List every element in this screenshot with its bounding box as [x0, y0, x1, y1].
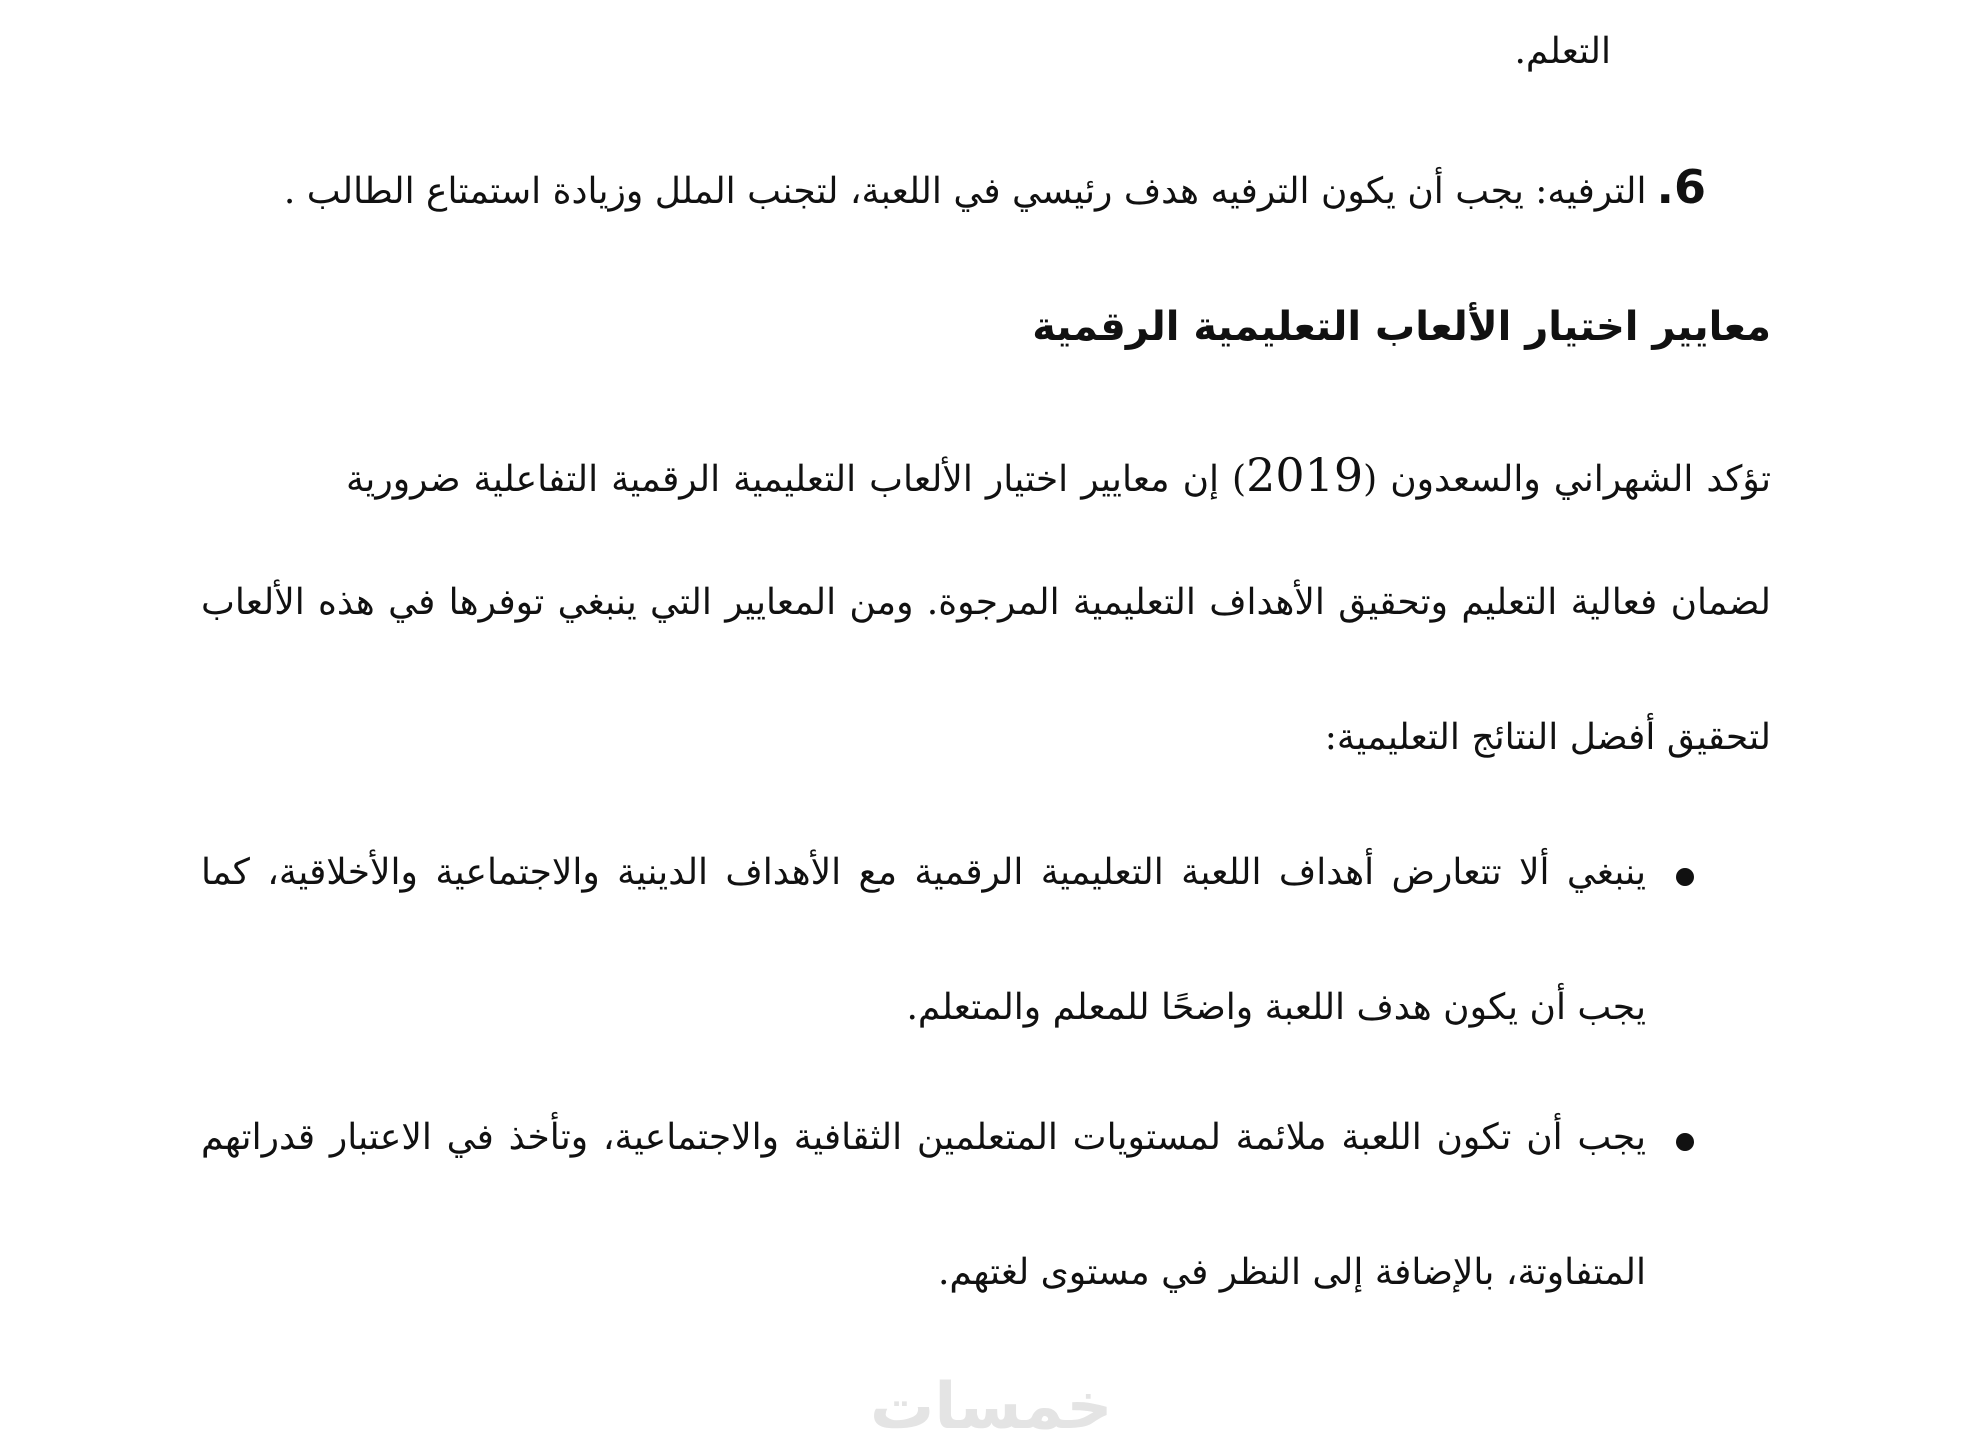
bullet-2-line-1: يجب أن تكون اللعبة ملائمة لمستويات المتعلمين الثقافية والاجتماعية، وتأخذ في الاعتبار قدراتهم	[201, 1117, 1646, 1158]
bullet-1-line-2: يجب أن يكون هدف اللعبة واضحًا للمعلم والمتعلم.	[906, 987, 1646, 1028]
list-item-number: 6.	[1656, 160, 1706, 214]
citation-year: 2019	[1246, 448, 1364, 502]
paragraph-line-3: لتحقيق أفضل النتائج التعليمية:	[1324, 717, 1771, 758]
list-item-6	[283, 160, 1706, 214]
bullet-1-line-1: ينبغي ألا تتعارض أهداف اللعبة التعليمية الرقمية مع الأهداف الدينية والاجتماعية والأخلاقية، كما	[201, 852, 1646, 893]
bullet-dot	[1676, 868, 1694, 886]
paragraph-text: ) إن معايير اختيار الألعاب التعليمية الرقمية التفاعلية ضرورية	[346, 459, 1247, 500]
list-item-text: الترفيه: يجب أن يكون الترفيه هدف رئيسي في اللعبة، لتجنب الملل وزيادة استمتاع الطالب .	[283, 171, 1647, 212]
previous-item-tail: التعلم.	[1514, 31, 1611, 72]
paragraph-text: تؤكد الشهراني والسعدون (	[1363, 459, 1771, 500]
bullet-2-line-2: المتفاوتة، بالإضافة إلى النظر في مستوى لغتهم.	[937, 1252, 1646, 1293]
paragraph-line-1	[346, 448, 1771, 502]
paragraph-line-2: لضمان فعالية التعليم وتحقيق الأهداف التعليمية المرجوة. ومن المعايير التي ينبغي توفرها في هذه الألعاب	[201, 582, 1771, 623]
section-heading: معايير اختيار الألعاب التعليمية الرقمية	[1032, 304, 1771, 350]
bullet-dot	[1676, 1133, 1694, 1151]
khamsat-watermark-logo: خمسات	[870, 1370, 1113, 1444]
